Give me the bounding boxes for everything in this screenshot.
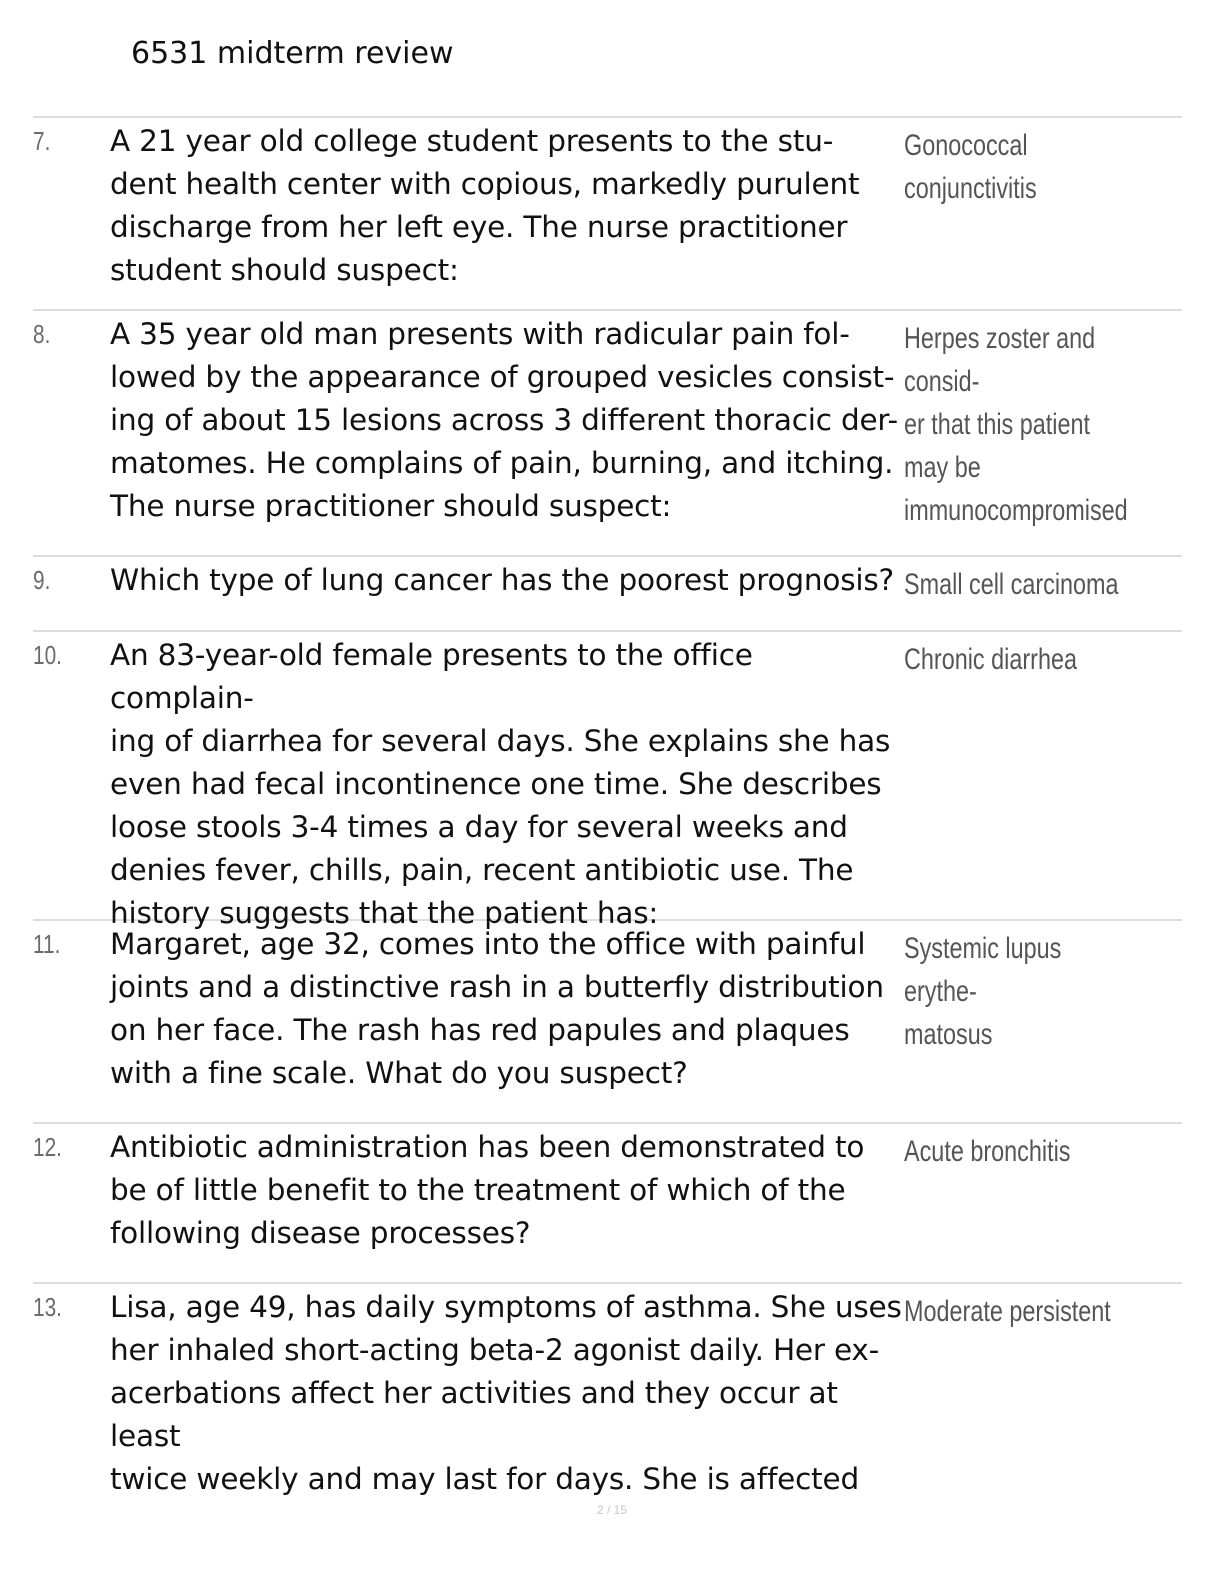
card-question: A 21 year old college student presents to the stu- dent health center with copious, markedly purulent discharge from her left eye. The nurse practitioner student should suspect:	[110, 124, 860, 287]
card-answer: Chronic diarrhea	[904, 643, 1077, 676]
card-answer: Small cell carcinoma	[904, 568, 1119, 601]
card-answer: Acute bronchitis	[904, 1135, 1071, 1168]
card-question: Margaret, age 32, comes into the office with painful joints and a distinctive rash in a butterfly distribution on her face. The rash has red papules and plaques with a fine scale. What do you suspect?	[110, 927, 884, 1090]
card-answer: Gonococcal conjunctivitis	[904, 129, 1037, 205]
card-question: Antibiotic administration has been demonstrated to be of little benefit to the treatment of which of the following disease processes?	[110, 1130, 865, 1250]
card-number: 12.	[33, 1132, 62, 1162]
card-number: 13.	[33, 1292, 62, 1322]
card-number: 11.	[33, 929, 61, 959]
flashcard	[33, 116, 1182, 309]
flashcard	[33, 630, 1182, 930]
card-answer: Herpes zoster and consid- er that this patient may be immunocompromised	[904, 322, 1128, 527]
card-number: 7.	[33, 126, 51, 156]
card-question: An 83-year-old female presents to the office complain- ing of diarrhea for several days. She explains she has even had fecal incontinence one time. She describes loose stools 3-4 times a day for several weeks and denies fever, chills, pain, recent antibiotic use. The history suggests that the patient has:	[110, 638, 891, 930]
flashcard	[33, 1282, 1182, 1496]
flashcard	[33, 919, 1182, 1122]
flashcard-list	[33, 116, 1182, 1496]
card-question: Lisa, age 49, has daily symptoms of asthma. She uses her inhaled short-acting beta-2 agonist daily. Her ex- acerbations affect her activities and they occur at least twice weekly and may last for days. She is affected	[110, 1290, 902, 1496]
card-number: 9.	[33, 565, 51, 595]
card-question: Which type of lung cancer has the poorest prognosis?	[110, 563, 894, 597]
card-question: A 35 year old man presents with radicular pain fol- lowed by the appearance of grouped vesicles consist- ing of about 15 lesions across 3 different thoracic der- matomes. He complains of pain, burning, and itching. The nurse practitioner should suspect:	[110, 317, 898, 523]
page-number: 2 / 15	[596, 1503, 628, 1517]
document-title: 6531 midterm review	[131, 36, 454, 71]
flashcard	[33, 555, 1182, 630]
flashcard	[33, 1122, 1182, 1282]
flashcard	[33, 309, 1182, 555]
card-number: 8.	[33, 319, 51, 349]
card-number: 10.	[33, 640, 62, 670]
card-answer: Systemic lupus erythe- matosus	[904, 932, 1062, 1051]
card-answer: Moderate persistent	[904, 1295, 1111, 1328]
